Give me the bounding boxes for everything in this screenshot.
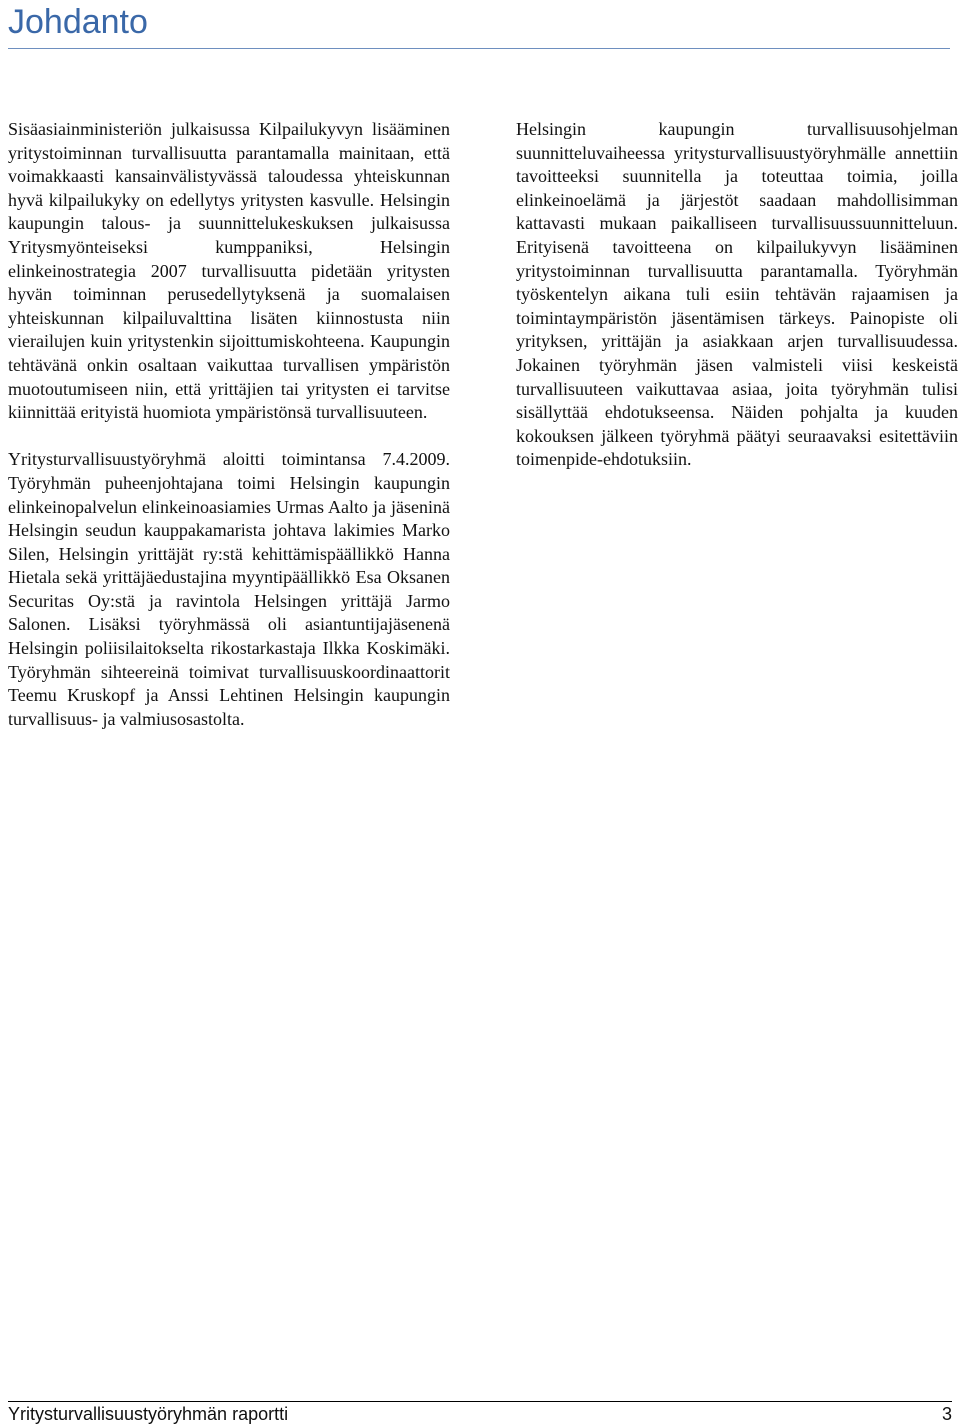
left-column <box>8 118 450 755</box>
left-paragraph-2: Yritysturvallisuustyöryhmä aloitti toimintansa 7.4.2009. Työryhmän puheenjohtajana toimi Helsingin kaupungin elinkeinopalvelun elinkeinoasiamies Urmas Aalto ja jäseninä Helsingin seudun kauppakamarista johtava lakimies Marko Silen, Helsingin yrittäjät ry:stä kehittämispäällikkö Hanna Hietala sekä yrittäjäedustajina myyntipäällikkö Esa Oksanen Securitas Oy:stä ja ravintola Helsingen yrittäjä Jarmo Salonen. Lisäksi työryhmässä oli asiantuntijajäsenenä Helsingin poliisilaitokselta rikostarkastaja Ilkka Koskimäki. Työryhmän sihteereinä toimivat turvallisuuskoordinaattorit Teemu Kruskopf ja Anssi Lehtinen Helsingin kaupungin turvallisuus- ja valmiusosastolta. <box>8 449 450 729</box>
footer-page-number: 3 <box>941 1404 952 1424</box>
heading-rule <box>8 48 950 49</box>
right-paragraph-1: Helsingin kaupungin turvallisuusohjelman suunnitteluvaiheessa yritysturvallisuustyöryhmälle annettiin tavoitteeksi suunnitella ja toteuttaa toimia, joilla elinkeinoelämä ja järjestöt saadaan mahdollisimman kattavasti mukaan paikalliseen turvallisuussuunnitteluun. Erityisenä tavoitteena on kilpailukyvyn lisääminen yritystoiminnan turvallisuutta parantamalla. Työryhmän työskentelyn aikana tuli esiin tehtävän rajaamisen ja toimintaympäristön jäsentämisen tärkeys. Painopiste oli yrityksen, yrittäjän ja asiakkaan arjen turvallisuudessa. Jokainen työryhmän jäsen valmisteli viisi keskeistä turvallisuuteen vaikuttavaa asiaa, joita työryhmän tulisi sisällyttää ehdotukseensa. Näiden pohjalta ja kuuden kokouksen jälkeen työryhmä päätyi seuraavaksi esitettäviin toimenpide-ehdotuksiin. <box>516 119 958 470</box>
page-footer <box>8 1401 952 1424</box>
page-heading: Johdanto <box>8 3 148 41</box>
right-column <box>516 118 958 496</box>
footer-title: Yritysturvallisuustyöryhmän raportti <box>8 1404 289 1424</box>
left-paragraph-1: Sisäasiainministeriön julkaisussa Kilpailukyvyn lisääminen yritystoiminnan turvallisuutta parantamalla mainitaan, että voimakkaasti kansainvälistyvässä taloudessa yhteiskunnan hyvä kilpailukyky on edellytys yritysten kasvulle. Helsingin kaupungin talous- ja suunnittelukeskuksen julkaisussa Yritysmyönteiseksi kumppaniksi, Helsingin elinkeinostrategia 2007 turvallisuutta pidetään yritysten hyvän toiminnan perusedellytyksenä ja suomalaisen yhteiskunnan kilpailuvalttina lisäten kiinnostusta niin vierailujen kuin yritystenkin sijoittumiskohteena. Kaupungin tehtävänä onkin osaltaan vaikuttaa turvallisen ympäristön muotoutumiseen niin, että yrittäjien tai yritysten ei tarvitse kiinnittää erityistä huomiota ympäristönsä turvallisuuteen. <box>8 119 450 423</box>
